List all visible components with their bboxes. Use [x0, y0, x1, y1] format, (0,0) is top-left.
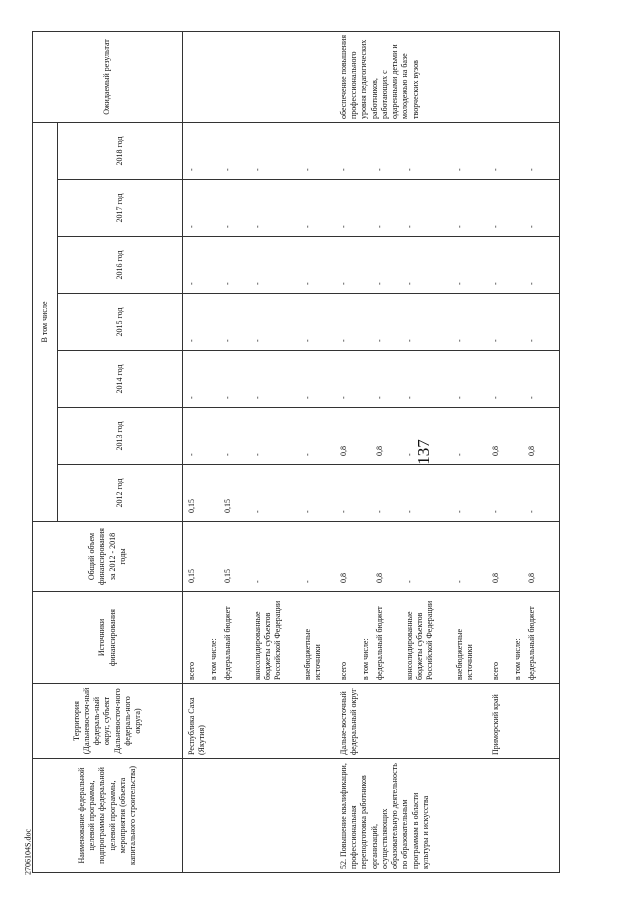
source-label: федеральный бюджет: [223, 606, 232, 680]
header-year: 2017 год: [58, 180, 183, 237]
year-value: -: [223, 282, 232, 285]
header-year: 2013 год: [58, 408, 183, 465]
table-row: [183, 31, 336, 872]
year-value: -: [187, 396, 196, 399]
year-value-cell: [487, 122, 560, 179]
year-value: -: [253, 225, 262, 228]
year-value-cell: [183, 122, 336, 179]
year-value: [361, 354, 375, 399]
source-label: федеральный бюджет: [375, 606, 384, 680]
header-total: Общий объем финансирования за 2012 - 2018 годы: [33, 522, 183, 592]
year-value: [361, 468, 375, 513]
total-value: -: [253, 580, 262, 583]
year-value-cell: [335, 237, 487, 294]
total-value: 0,8: [375, 573, 384, 583]
page-number: 137: [414, 439, 433, 465]
year-value: -: [339, 510, 348, 513]
source-label: внебюджетные источники: [455, 629, 475, 680]
year-value: [361, 411, 375, 456]
year-value: -: [455, 339, 464, 342]
year-value: -: [527, 168, 536, 171]
year-value: 0,8: [527, 446, 536, 456]
year-value: [361, 297, 375, 342]
year-value: [513, 126, 527, 171]
year-value: -: [491, 396, 500, 399]
year-value: -: [253, 510, 262, 513]
year-value: -: [491, 225, 500, 228]
year-value-cell: [487, 294, 560, 351]
year-value: [513, 183, 527, 228]
year-value: 0,15: [223, 499, 232, 513]
header-territory: Территория (Дальневосточ-ный федераль-ный округ, субъект Дальневосточ-ного федераль-ного округа): [33, 684, 183, 759]
year-value: -: [253, 396, 262, 399]
year-value: [513, 297, 527, 342]
year-value: -: [491, 339, 500, 342]
year-value: [209, 126, 223, 171]
year-value: -: [455, 225, 464, 228]
year-value: [513, 468, 527, 513]
year-value-cell: [487, 408, 560, 465]
sources-cell: [335, 592, 487, 684]
header-year: 2012 год: [58, 465, 183, 522]
year-value-cell: [335, 351, 487, 408]
territory-cell: Республика Саха (Якутия): [183, 684, 336, 759]
year-value-cell: [335, 294, 487, 351]
header-year: 2014 год: [58, 351, 183, 408]
year-value: -: [223, 168, 232, 171]
year-value-cell: [487, 465, 560, 522]
year-value: -: [405, 282, 414, 285]
measure-name-cell: [183, 759, 336, 873]
year-value-cell: [183, 408, 336, 465]
header-result: Ожидаемый результат: [33, 31, 183, 122]
source-label: всего: [339, 661, 348, 680]
year-value: -: [455, 510, 464, 513]
territory-cell: Дальне-восточный федеральный округ: [335, 684, 487, 759]
year-value-cell: [335, 465, 487, 522]
total-cell: [183, 522, 336, 592]
year-value: -: [303, 510, 312, 513]
year-value: -: [303, 396, 312, 399]
year-value-cell: [335, 122, 487, 179]
year-value: 0,8: [375, 446, 384, 456]
document-code: 2706104S.doc: [23, 829, 33, 875]
total-value: 0,15: [187, 569, 196, 583]
rotated-table-sheet: [32, 33, 632, 873]
year-value: -: [339, 396, 348, 399]
year-value: [513, 240, 527, 285]
sources-cell: [487, 592, 560, 684]
year-value: [209, 183, 223, 228]
year-value: -: [303, 453, 312, 456]
year-value: -: [253, 168, 262, 171]
header-including: В том числе: [33, 122, 58, 521]
total-value: [209, 525, 223, 583]
year-value: -: [375, 225, 384, 228]
year-value: -: [375, 396, 384, 399]
year-value: -: [253, 282, 262, 285]
source-label: внебюджетные источники: [303, 629, 323, 680]
year-value: [209, 354, 223, 399]
year-value-cell: [183, 294, 336, 351]
year-value: -: [303, 168, 312, 171]
year-value: -: [303, 339, 312, 342]
source-label: в том числе:: [209, 638, 218, 680]
year-value: -: [375, 168, 384, 171]
header-name: Наименование федеральной целевой программы, подпрограммы федеральной целевой программы, мероприятия (объекта капитального строительства): [33, 759, 183, 873]
expected-result-cell: обеспечение повышения профессионального уровня педагогических работников, работающих с одаренными детьми и молодежью на базе творческих вузов: [335, 31, 487, 122]
total-value: -: [455, 580, 464, 583]
year-value: -: [187, 453, 196, 456]
table-body: [183, 31, 560, 872]
year-value: [209, 411, 223, 456]
year-value: -: [491, 168, 500, 171]
total-value: 0,8: [527, 573, 536, 583]
year-value: -: [405, 225, 414, 228]
source-label: всего: [187, 661, 196, 680]
year-value: -: [375, 339, 384, 342]
year-value-cell: [487, 237, 560, 294]
table-row: [335, 31, 487, 872]
source-label: в том числе:: [513, 638, 522, 680]
year-value: -: [405, 339, 414, 342]
year-value: -: [527, 510, 536, 513]
year-value-cell: [335, 408, 487, 465]
source-label: консолидированные бюджеты субъектов Российской Федерации: [253, 600, 283, 680]
total-value: -: [405, 580, 414, 583]
year-value: -: [455, 453, 464, 456]
year-value: -: [405, 510, 414, 513]
total-value: -: [303, 580, 312, 583]
year-value: [209, 240, 223, 285]
year-value-cell: [183, 351, 336, 408]
year-value: -: [339, 282, 348, 285]
year-value: -: [339, 225, 348, 228]
year-value: 0,8: [339, 446, 348, 456]
year-value: -: [339, 339, 348, 342]
table-row: [487, 31, 560, 872]
source-label: всего: [491, 661, 500, 680]
source-label: в том числе:: [361, 638, 370, 680]
year-value: -: [253, 453, 262, 456]
total-value: [513, 525, 527, 583]
year-value: 0,15: [187, 499, 196, 513]
source-label: федеральный бюджет: [527, 606, 536, 680]
year-value-cell: [183, 465, 336, 522]
year-value: -: [405, 396, 414, 399]
year-value-cell: [183, 237, 336, 294]
measure-name-cell: [487, 759, 560, 873]
year-value: [513, 411, 527, 456]
year-value: [513, 354, 527, 399]
sources-cell: [183, 592, 336, 684]
year-value: -: [491, 282, 500, 285]
year-value: -: [527, 339, 536, 342]
year-value-cell: [335, 180, 487, 237]
year-value: -: [223, 453, 232, 456]
header-sources: Источники финансирования: [33, 592, 183, 684]
year-value: -: [405, 453, 414, 456]
total-value: 0,8: [491, 573, 500, 583]
year-value: -: [455, 282, 464, 285]
header-year: 2015 год: [58, 294, 183, 351]
year-value: -: [223, 396, 232, 399]
year-value: [209, 297, 223, 342]
year-value: -: [253, 339, 262, 342]
year-value: -: [375, 510, 384, 513]
header-year: 2016 год: [58, 237, 183, 294]
year-value: [361, 183, 375, 228]
expected-result-cell: [487, 31, 560, 122]
year-value-cell: [487, 351, 560, 408]
measure-name-cell: 52. Повышение квалификации, профессиональная переподготовка работников организаций, осуществляющих образовательную деятельность по образовательным программам в области культуры и искусства: [335, 759, 487, 873]
year-value: -: [375, 282, 384, 285]
year-value: -: [455, 168, 464, 171]
year-value: -: [303, 225, 312, 228]
year-value: -: [187, 225, 196, 228]
year-value: -: [187, 282, 196, 285]
expected-result-cell: [183, 31, 336, 122]
year-value: [361, 240, 375, 285]
year-value-cell: [183, 180, 336, 237]
total-value: 0,15: [223, 569, 232, 583]
year-value: -: [527, 396, 536, 399]
year-value: -: [455, 396, 464, 399]
header-year: 2018 год: [58, 122, 183, 179]
source-label: консолидированные бюджеты субъектов Российской Федерации: [405, 600, 435, 680]
year-value: -: [405, 168, 414, 171]
total-cell: [335, 522, 487, 592]
year-value: -: [491, 510, 500, 513]
year-value: 0,8: [491, 446, 500, 456]
year-value: -: [527, 225, 536, 228]
year-value: [209, 468, 223, 513]
year-value: -: [187, 168, 196, 171]
total-value: 0,8: [339, 573, 348, 583]
year-value: -: [339, 168, 348, 171]
financing-table: [32, 31, 560, 873]
total-value: [361, 525, 375, 583]
year-value: -: [223, 339, 232, 342]
territory-cell: Приморский край: [487, 684, 560, 759]
year-value: -: [187, 339, 196, 342]
year-value: [361, 126, 375, 171]
year-value: -: [303, 282, 312, 285]
total-cell: [487, 522, 560, 592]
year-value: -: [223, 225, 232, 228]
year-value-cell: [487, 180, 560, 237]
year-value: -: [527, 282, 536, 285]
